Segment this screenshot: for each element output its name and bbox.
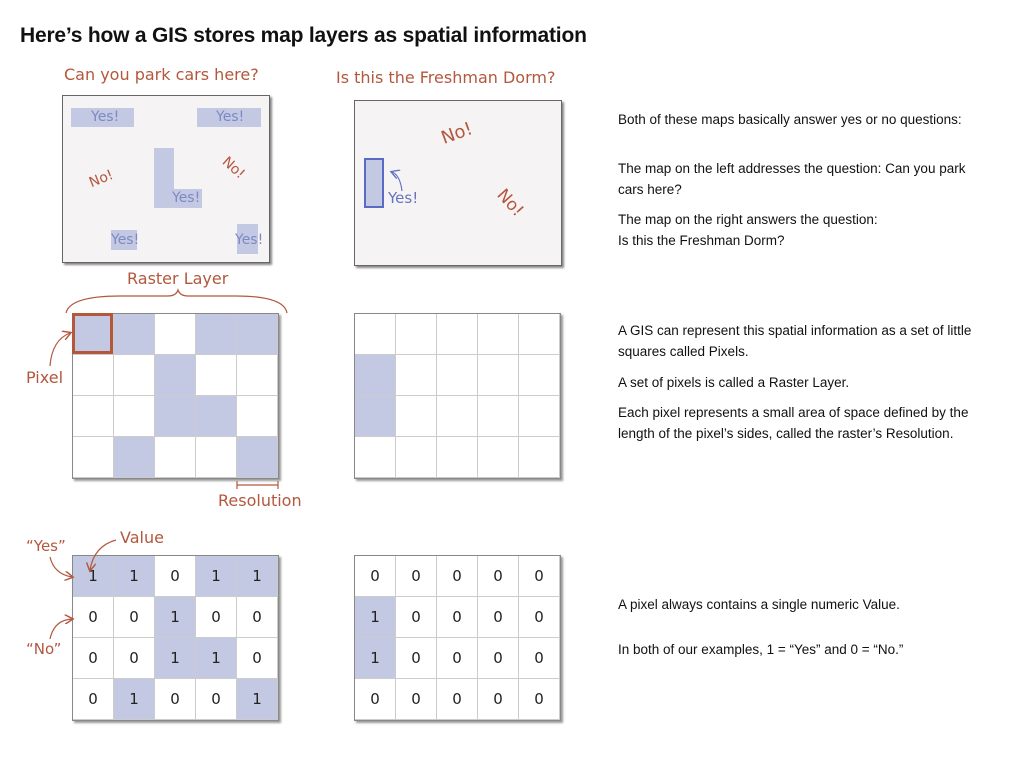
pixel-cell [237,314,278,355]
raster-layer-brace [66,290,287,313]
value-cell: 0 [396,638,437,679]
value-cell: 0 [519,597,560,638]
value-cell: 0 [73,638,114,679]
pixel-cell [196,437,237,478]
pixel-cell [73,396,114,437]
value-cell: 1 [73,556,114,597]
value-cell: 0 [155,679,196,720]
text-yes-no: Both of these maps basically answer yes or no questions: [618,112,962,127]
value-cell: 0 [478,556,519,597]
pixel-cell [114,437,155,478]
resolution-label: Resolution [218,491,302,510]
value-cell: 0 [437,556,478,597]
no-label: No! [492,185,528,221]
right-question: Is this the Freshman Dorm? [336,68,556,87]
text-value: A pixel always contains a single numeric Value. [618,597,900,612]
value-cell: 1 [237,556,278,597]
value-cell: 0 [237,597,278,638]
yes-quote-label: “Yes” [26,537,66,555]
value-cell: 1 [355,638,396,679]
pixel-cell [114,396,155,437]
yes-label: Yes! [172,190,201,206]
no-label: No! [438,118,476,149]
value-cell: 0 [114,597,155,638]
pixel-cell [155,355,196,396]
left-question: Can you park cars here? [64,65,259,84]
pixel-cell [355,437,396,478]
pixel-cell [478,437,519,478]
pixel-cell [437,396,478,437]
pixel-cell [396,355,437,396]
value-cell: 0 [237,638,278,679]
pixel-cell [519,396,560,437]
pixel-cell [355,314,396,355]
pixel-cell [355,355,396,396]
value-cell: 0 [519,638,560,679]
pixel-cell [155,437,196,478]
pixel-cell [396,437,437,478]
value-cell: 1 [196,638,237,679]
value-cell: 0 [478,597,519,638]
text-pixels: A GIS can represent this spatial information as a set of little squares called Pixels. [618,323,972,359]
yes-label: Yes! [91,109,120,125]
pixel-cell [519,437,560,478]
dorm-map [354,100,562,266]
value-cell: 0 [196,679,237,720]
value-cell: 1 [355,597,396,638]
pixel-cell [196,396,237,437]
value-label: Value [120,528,164,547]
no-label: No! [218,153,248,183]
value-cell: 0 [396,597,437,638]
value-cell: 0 [478,679,519,720]
yes-label: Yes! [388,189,419,207]
page-title: Here’s how a GIS stores map layers as spatial information [20,24,587,47]
left-value-grid [72,555,279,721]
pixel-cell [73,355,114,396]
no-label: No! [86,166,116,192]
pixel-cell [396,314,437,355]
value-cell: 0 [114,638,155,679]
dorm-building [364,158,384,208]
pixel-cell [73,437,114,478]
pixel-label: Pixel [26,368,64,387]
pixel-cell [437,437,478,478]
pixel-cell [437,355,478,396]
value-cell: 0 [355,679,396,720]
value-cell: 0 [396,556,437,597]
value-cell: 0 [355,556,396,597]
value-cell: 0 [196,597,237,638]
value-cell: 0 [73,679,114,720]
pixel-cell [114,355,155,396]
text-yes-no-values: In both of our examples, 1 = “Yes” and 0 = “No.” [618,642,904,657]
value-cell: 1 [237,679,278,720]
yes-quote-arrow [50,557,72,577]
no-quote-label: “No” [26,640,62,658]
text-left-map: The map on the left addresses the question: Can you park cars here? [618,161,966,197]
pixel-cell [237,355,278,396]
value-cell: 1 [114,556,155,597]
value-cell: 0 [73,597,114,638]
pixel-cell [155,314,196,355]
yes-label: Yes! [111,232,140,248]
pixel-cell [396,396,437,437]
pixel-cell [478,314,519,355]
text-resolution: Each pixel represents a small area of space defined by the length of the pixel’s sides, called the raster’s Resolution. [618,405,969,441]
value-cell: 0 [155,556,196,597]
value-cell: 0 [437,638,478,679]
pixel-cell [478,355,519,396]
yes-label: Yes! [235,232,264,248]
value-cell: 0 [519,679,560,720]
pixel-cell [237,437,278,478]
value-cell: 0 [519,556,560,597]
text-right-map-a: The map on the right answers the question: [618,212,878,227]
pixel-cell [478,396,519,437]
value-cell: 1 [155,638,196,679]
value-cell: 1 [114,679,155,720]
value-cell: 0 [437,597,478,638]
pixel-cell [519,314,560,355]
value-cell: 1 [196,556,237,597]
pixel-cell [519,355,560,396]
pixel-arrow [50,333,70,366]
right-raster-grid [354,313,561,479]
yes-label: Yes! [216,109,245,125]
value-cell: 0 [478,638,519,679]
resolution-bar [237,481,278,489]
text-right-map-b: Is this the Freshman Dorm? [618,233,785,248]
pixel-cell [237,396,278,437]
parking-map [62,95,270,263]
value-cell: 1 [155,597,196,638]
pixel-cell [355,396,396,437]
right-value-grid [354,555,561,721]
raster-layer-label: Raster Layer [127,269,229,288]
pixel-cell [155,396,196,437]
no-quote-arrow [50,619,72,639]
pixel-highlight [72,313,113,354]
pixel-cell [196,355,237,396]
pixel-cell [114,314,155,355]
value-cell: 0 [396,679,437,720]
text-raster-layer: A set of pixels is called a Raster Layer. [618,375,850,390]
pixel-cell [196,314,237,355]
value-cell: 0 [437,679,478,720]
pixel-cell [437,314,478,355]
